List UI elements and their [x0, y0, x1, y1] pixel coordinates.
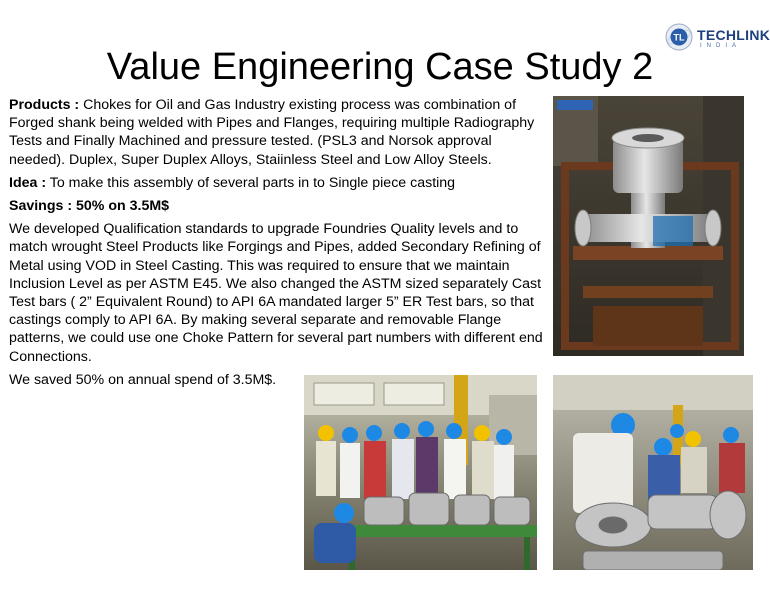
description-paragraph: We developed Qualification standards to upgrade Foundries Quality levels and to match wrought Steel Products like Forgings and Pipes, added Secondary Refining of Metal using VOD in Steel Casting. This was required to ensure that we maintain Inclusion Level as per ASTM E45. We also changed the ASTM sized separately Cast Test bars ( 2” Equivalent Round) to API 6A mandated larger 5” ER Test bars, so that castings comply to API 6A. By making several separate and removable Flange patterns, we could use one Choke Pattern for several part numbers with different end Connections.: [9, 221, 543, 365]
idea-paragraph: [9, 174, 551, 192]
foundry-inspection-photo: [304, 375, 537, 570]
products-label: Products :: [9, 97, 80, 113]
svg-text:TL: TL: [673, 32, 685, 43]
choke-assembly-photo: [553, 96, 744, 356]
idea-text: To make this assembly of several parts in to Single piece casting: [46, 174, 456, 191]
logo-subtitle: INDIA: [700, 43, 742, 49]
idea-label: Idea :: [9, 174, 47, 191]
saved-paragraph: We saved 50% on annual spend of 3.5M$.: [9, 371, 277, 388]
savings-paragraph: [9, 197, 551, 215]
products-paragraph: [9, 96, 551, 169]
body-text: [9, 96, 551, 394]
savings-label: Savings : 50% on 3.5M$: [9, 198, 170, 215]
products-text: Chokes for Oil and Gas Industry existing process was combination of Forged shank being welded with Pipes and Flanges, requiring multiple Radiography Tests and Finally Machined and pressure tested. (PSL3 and Norsok approval needed). Duplex, Super Duplex Alloys, Staiinless Steel and Low Alloy Steels.: [9, 97, 535, 168]
logo-name: TECHLINK: [697, 27, 770, 43]
page-title: Value Engineering Case Study 2: [106, 46, 654, 88]
casting-inspection-photo: [553, 375, 753, 570]
